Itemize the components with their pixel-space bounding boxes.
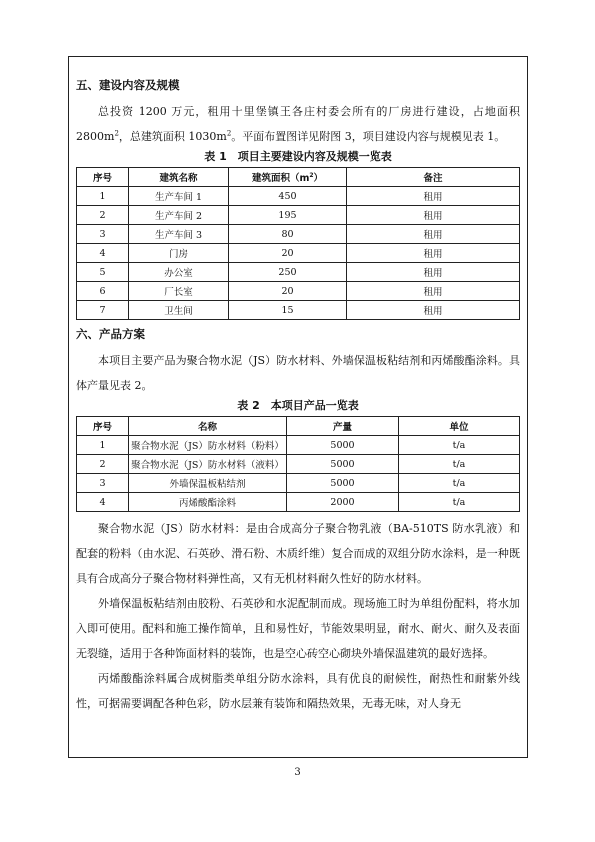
table-cell: 6 <box>77 282 129 301</box>
table-cell: t/a <box>399 455 520 474</box>
table-cell: 250 <box>229 263 347 282</box>
body-paragraph: 外墙保温板粘结剂由胶粉、石英砂和水泥配制而成。现场施工时为单组份配料，将水加入即可使用。配料和施工操作简单，且和易性好，节能效果明显，耐水、耐火、耐久及表面无裂缝，适用于各种饰面材料的装饰，也是空心砖空心砌块外墙保温建筑的最好选择。 <box>76 597 520 660</box>
body-paragraph: 丙烯酸酯涂料属合成树脂类单组分防水涂料，具有优良的耐候性，耐热性和耐紫外线性，可据需要调配各种色彩，防水层兼有装饰和隔热效果，无毒无味，对人身无 <box>76 672 520 710</box>
section-6-paragraph: 本项目主要产品为聚合物水泥（JS）防水材料、外墙保温板粘结剂和丙烯酸酯涂料。具体产量见表 2。 <box>76 354 520 392</box>
table-cell: 租用 <box>347 187 520 206</box>
table-cell: 1 <box>77 187 129 206</box>
table-cell: 厂长室 <box>129 282 229 301</box>
table-cell: t/a <box>399 474 520 493</box>
table-cell: 4 <box>77 493 129 512</box>
table-cell: 门房 <box>129 244 229 263</box>
table-cell: 5 <box>77 263 129 282</box>
table-row <box>77 263 520 282</box>
table-cell: 丙烯酸酯涂料 <box>129 493 287 512</box>
table-cell: 450 <box>229 187 347 206</box>
col-header: 备注 <box>347 168 520 187</box>
table-cell: 租用 <box>347 206 520 225</box>
col-header <box>229 168 347 187</box>
table-row <box>77 225 520 244</box>
table-cell: 195 <box>229 206 347 225</box>
text-part: 。平面布置图详见附图 3，项目建设内容与规模见表 1。 <box>231 130 506 143</box>
col-header: 名称 <box>129 417 287 436</box>
table-cell: t/a <box>399 493 520 512</box>
col-header: 单位 <box>399 417 520 436</box>
table-cell: 80 <box>229 225 347 244</box>
col-header: 产量 <box>287 417 399 436</box>
table-cell: 办公室 <box>129 263 229 282</box>
table-row <box>77 187 520 206</box>
table-cell: 生产车间 2 <box>129 206 229 225</box>
section-6-heading: 六、产品方案 <box>76 327 145 341</box>
table-row <box>77 436 520 455</box>
table-row <box>77 301 520 320</box>
table-cell: 5000 <box>287 474 399 493</box>
table-1 <box>76 167 520 320</box>
table-cell: 聚合物水泥（JS）防水材料（粉料） <box>129 436 287 455</box>
table-2 <box>76 416 520 512</box>
table-cell: 外墙保温板粘结剂 <box>129 474 287 493</box>
table-cell: 20 <box>229 244 347 263</box>
superscript: 2 <box>114 129 119 138</box>
table-cell: 2 <box>77 455 129 474</box>
table-cell: t/a <box>399 436 520 455</box>
col-header-text: 建筑面积（m <box>251 173 310 184</box>
table-cell: 4 <box>77 244 129 263</box>
table-header-row <box>77 168 520 187</box>
col-header-text: ） <box>313 173 324 184</box>
table-cell: 租用 <box>347 225 520 244</box>
table-cell: 15 <box>229 301 347 320</box>
superscript: 2 <box>226 129 232 138</box>
page-number: 3 <box>294 767 301 778</box>
col-header: 序号 <box>77 417 129 436</box>
table-row <box>77 282 520 301</box>
table-cell: 20 <box>229 282 347 301</box>
table-cell: 2 <box>77 206 129 225</box>
table-cell: 租用 <box>347 282 520 301</box>
page-frame <box>68 56 528 758</box>
table-cell: 租用 <box>347 263 520 282</box>
table-cell: 聚合物水泥（JS）防水材料（液料） <box>129 455 287 474</box>
superscript: 2 <box>309 171 314 179</box>
body-paragraph: 聚合物水泥（JS）防水材料：是由合成高分子聚合物乳液（BA-510TS 防水乳液）和配套的粉料（由水泥、石英砂、滑石粉、木质纤维）复合而成的双组分防水涂料，是一种既具有合成高分子聚合物材料弹性高，又有无机材料耐久性好的防水材料。 <box>76 522 520 585</box>
table-cell: 卫生间 <box>129 301 229 320</box>
table-cell: 租用 <box>347 301 520 320</box>
table-cell: 3 <box>77 474 129 493</box>
table-cell: 3 <box>77 225 129 244</box>
table-row <box>77 474 520 493</box>
table-1-caption: 表 1 项目主要建设内容及规模一览表 <box>204 150 392 163</box>
table-cell: 生产车间 3 <box>129 225 229 244</box>
table-row <box>77 206 520 225</box>
table-cell: 5000 <box>287 436 399 455</box>
table-row <box>77 493 520 512</box>
table-cell: 5000 <box>287 455 399 474</box>
table-cell: 1 <box>77 436 129 455</box>
section-5-heading: 五、建设内容及规模 <box>76 78 180 92</box>
table-header-row <box>77 417 520 436</box>
table-2-caption: 表 2 本项目产品一览表 <box>237 399 359 412</box>
col-header: 序号 <box>77 168 129 187</box>
text-part: 总投资 1200 万元，租用十里堡镇王各庄村委会所有的厂房进行建设，占地面积 2800m <box>76 105 520 143</box>
table-cell: 生产车间 1 <box>129 187 229 206</box>
table-row <box>77 455 520 474</box>
table-row <box>77 244 520 263</box>
table-cell: 7 <box>77 301 129 320</box>
table-cell: 2000 <box>287 493 399 512</box>
table-cell: 租用 <box>347 244 520 263</box>
col-header: 建筑名称 <box>129 168 229 187</box>
section-5-paragraph <box>76 99 520 149</box>
text-part: ，总建筑面积 1030m <box>118 130 227 143</box>
